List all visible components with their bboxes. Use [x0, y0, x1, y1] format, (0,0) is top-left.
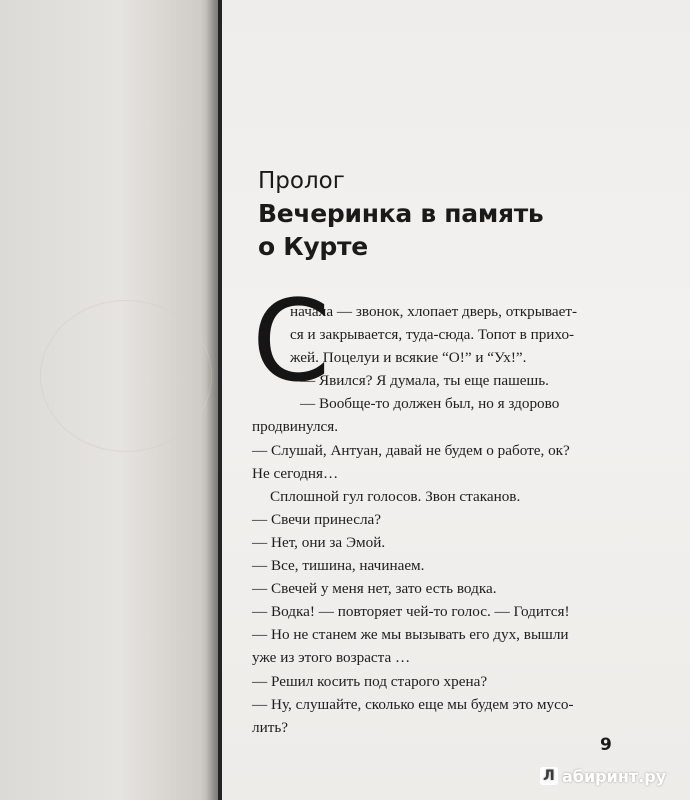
text-line: — Вообще-то должен был, но я здорово	[300, 395, 560, 413]
text-line: Сплошной гул голосов. Звон стаканов.	[270, 487, 521, 505]
bleed-through-circle	[40, 300, 212, 452]
text-line: — Явился? Я думала, ты еще пашешь.	[300, 372, 549, 390]
drop-cap: С	[252, 277, 331, 407]
text-line: продвинулся.	[252, 418, 339, 436]
chapter-title-line-2: о Курте	[258, 232, 368, 261]
text-line: — Слушай, Антуан, давай не будем о работе, ок?	[252, 441, 570, 459]
page-number: 9	[600, 735, 612, 755]
text-line: — Свечей у меня нет, зато есть водка.	[252, 580, 497, 598]
labirint-logo-icon: Л	[540, 767, 558, 785]
text-line: ся и закрывается, туда-сюда. Топот в прихо-	[290, 326, 575, 344]
text-line: Не сегодня…	[252, 464, 339, 482]
text-line: — Свечи принесла?	[252, 510, 382, 528]
text-line: начала — звонок, хлопает дверь, открывает-	[290, 303, 578, 320]
chapter-body	[252, 300, 606, 739]
text-line: лить?	[252, 718, 289, 736]
text-line: — Водка! — повторяет чей-то голос. — Годится!	[252, 603, 570, 621]
text-line: жей. Поцелуи и всякие “О!” и “Ух!”.	[290, 349, 527, 367]
labirint-watermark	[540, 763, 666, 789]
chapter-title-line-1: Вечеринка в память	[258, 199, 544, 228]
text-line: — Но не станем же мы вызывать его дух, вышли	[252, 626, 569, 644]
watermark-text: абиринт.ру	[562, 766, 667, 786]
chapter-heading	[258, 165, 543, 263]
text-line: — Все, тишина, начинаем.	[252, 557, 425, 575]
chapter-label: Пролог	[258, 168, 345, 194]
text-line: — Решил косить под старого хрена?	[252, 672, 488, 690]
text-line: — Ну, слушайте, сколько еще мы будем это мусо-	[252, 695, 574, 713]
text-line: — Нет, они за Эмой.	[252, 533, 386, 551]
previous-page	[0, 0, 218, 800]
text-line: уже из этого возраста …	[252, 649, 411, 667]
